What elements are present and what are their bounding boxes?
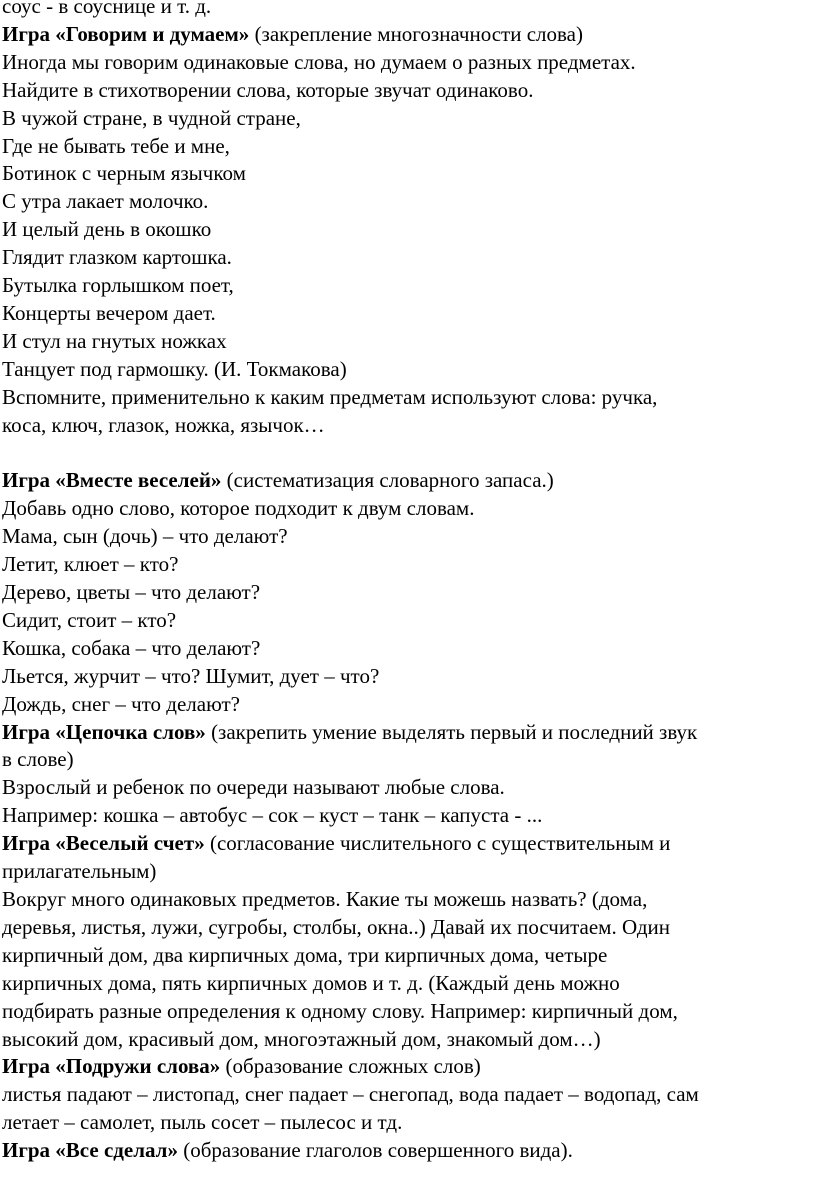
text-line: соус - в соуснице и т. д. <box>2 0 212 18</box>
text-line: Добавь одно слово, которое подходит к двум словам. <box>2 496 475 521</box>
game-title-line <box>2 719 812 747</box>
text-line: высокий дом, красивый дом, многоэтажный дом, знакомый дом…) <box>2 1026 601 1051</box>
text-line: Концерты вечером дает. <box>2 300 216 325</box>
text-line: И целый день в окошко <box>2 217 212 242</box>
text-line: Дождь, снег – что делают? <box>2 691 240 716</box>
game-title-line <box>2 467 812 495</box>
text-line: прилагательным) <box>2 859 157 884</box>
text-line: в слове) <box>2 747 74 772</box>
game-purpose: (образование сложных слов) <box>220 1054 481 1079</box>
text-line: Иногда мы говорим одинаковые слова, но думаем о разных предметах. <box>2 49 636 74</box>
text-line: Найдите в стихотворении слова, которые звучат одинаково. <box>2 77 534 102</box>
text-line: деревья, листья, лужи, сугробы, столбы, окна..) Давай их посчитаем. Один <box>2 914 671 939</box>
text-line: Летит, клюет – кто? <box>2 552 179 577</box>
text-line: Кошка, собака – что делают? <box>2 635 261 660</box>
game-title-line <box>2 1137 812 1165</box>
game-purpose: (согласование числительного с существительным и <box>204 831 671 856</box>
game-title-line <box>2 1053 812 1081</box>
text-line: Бутылка горлышком поет, <box>2 273 234 298</box>
text-line: коса, ключ, глазок, ножка, язычок… <box>2 412 325 437</box>
text-line: Например: кошка – автобус – сок – куст – танк – капуста - ... <box>2 803 543 828</box>
text-line: Ботинок с черным язычком <box>2 161 246 186</box>
game-title: Игра «Вместе веселей» <box>2 468 222 493</box>
game-purpose: (систематизация словарного запаса.) <box>221 468 554 493</box>
text-line: С утра лакает молочко. <box>2 189 209 214</box>
text-line: подбирать разные определения к одному слову. Например: кирпичный дом, <box>2 998 678 1023</box>
text-line: летает – самолет, пыль сосет – пылесос и тд. <box>2 1110 403 1135</box>
game-title: Игра «Все сделал» <box>2 1138 178 1163</box>
game-title-line <box>2 21 812 49</box>
game-title: Игра «Веселый счет» <box>2 831 205 856</box>
blank-line <box>2 440 812 468</box>
text-line: И стул на гнутых ножках <box>2 328 227 353</box>
text-line: Сидит, стоит – кто? <box>2 607 177 632</box>
text-line: Мама, сын (дочь) – что делают? <box>2 524 288 549</box>
text-line: кирпичный дом, два кирпичных дома, три кирпичных дома, четыре <box>2 942 608 967</box>
game-purpose: (образование глаголов совершенного вида). <box>177 1138 573 1163</box>
text-line: кирпичных дома, пять кирпичных домов и т. д. (Каждый день можно <box>2 970 620 995</box>
text-line: Льется, журчит – что? Шумит, дует – что? <box>2 663 380 688</box>
text-line: Где не бывать тебе и мне, <box>2 133 230 158</box>
text-line: В чужой стране, в чудной стране, <box>2 105 301 130</box>
game-title-line <box>2 830 812 858</box>
game-title: Игра «Говорим и думаем» <box>2 21 250 46</box>
game-title: Игра «Подружи слова» <box>2 1054 221 1079</box>
game-purpose: (закрепление многозначности слова) <box>249 21 583 46</box>
text-line: Глядит глазком картошка. <box>2 245 232 270</box>
text-line: Танцует под гармошку. (И. Токмакова) <box>2 356 347 381</box>
game-title: Игра «Цепочка слов» <box>2 719 206 744</box>
game-purpose: (закрепить умение выделять первый и последний звук <box>205 719 698 744</box>
text-line: Вспомните, применительно к каким предметам используют слова: ручка, <box>2 384 658 409</box>
text-line: листья падают – листопад, снег падает – снегопад, вода падает – водопад, сам <box>2 1082 699 1107</box>
text-line: Дерево, цветы – что делают? <box>2 580 261 605</box>
text-line: Взрослый и ребенок по очереди называют любые слова. <box>2 775 505 800</box>
text-line: Вокруг много одинаковых предметов. Какие ты можешь назвать? (дома, <box>2 886 648 911</box>
